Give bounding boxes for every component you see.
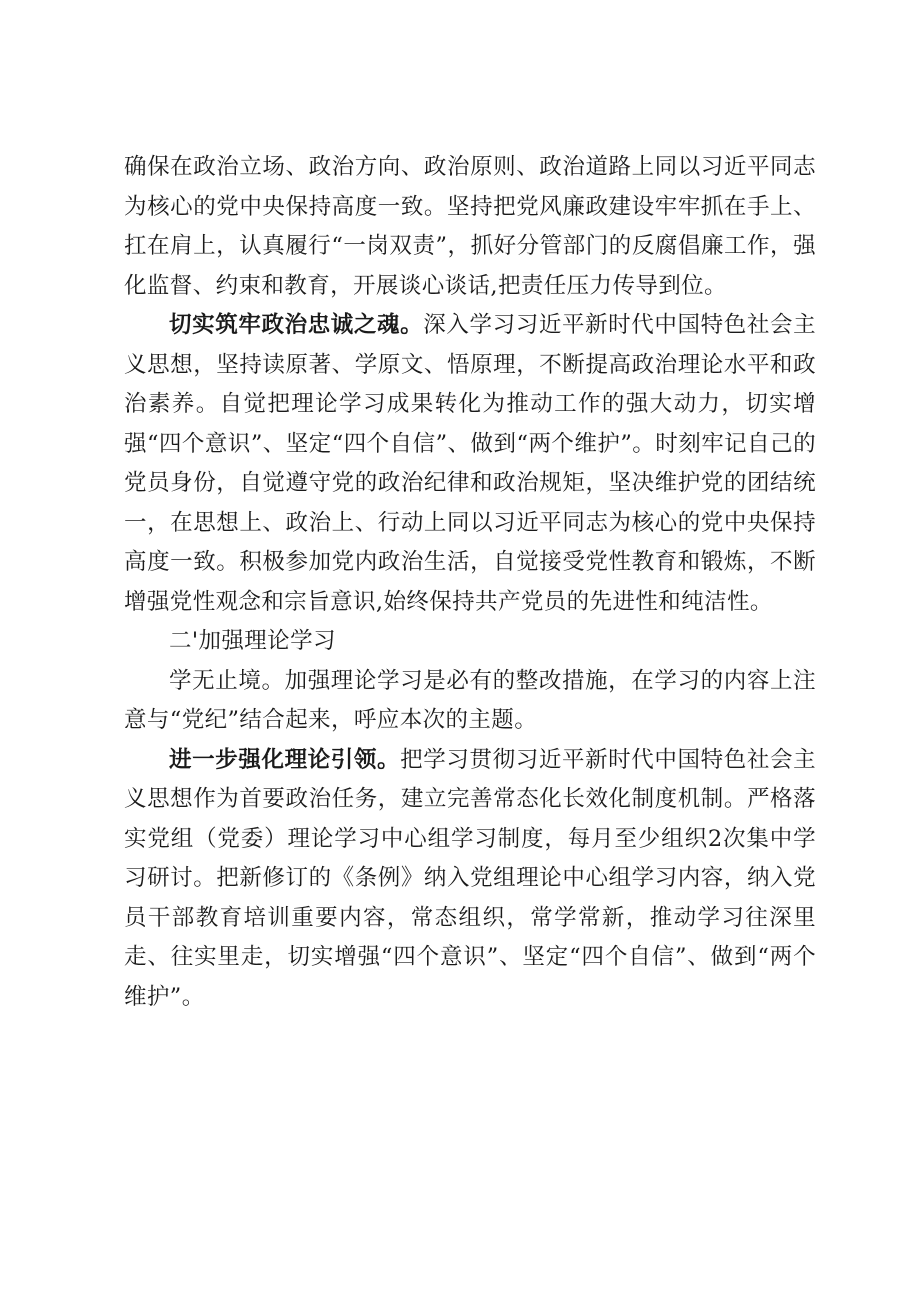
- paragraph-4-lead: 进一步强化理论引领。: [169, 746, 401, 773]
- document-body: [124, 148, 816, 1017]
- paragraph-3-text: 学无止境。加强理论学习是必有的整改措施，在学习的内容上注意与“党纪”结合起来，呼应本次的主题。: [124, 667, 816, 733]
- paragraph-2: [124, 306, 816, 622]
- paragraph-3: [124, 662, 816, 741]
- paragraph-4-text: 把学习贯彻习近平新时代中国特色社会主义思想作为首要政治任务，建立完善常态化长效化制度机制。严格落实党组（党委）理论学习中心组学习制度，每月至少组织2次集中学习研讨。把新修订的《条例》纳入党组理论中心组学习内容，纳入党员干部教育培训重要内容，常态组织，常学常新，推动学习往深里走、往实里走，切实增强“四个意识”、坚定“四个自信”、做到“两个维护”。: [124, 746, 816, 1010]
- paragraph-4: [124, 741, 816, 1018]
- paragraph-1: [124, 148, 816, 306]
- section-heading-2: 二'加强理论学习: [169, 628, 336, 654]
- paragraph-1-text: 确保在政治立场、政治方向、政治原则、政治道路上同以习近平同志为核心的党中央保持高度一致。坚持把党风廉政建设牢牢抓在手上、扛在肩上，认真履行“一岗双责”，抓好分管部门的反腐倡廉工作，强化监督、约束和教育，开展谈心谈话,把责任压力传导到位。: [124, 154, 816, 299]
- paragraph-2-text: 深入学习习近平新时代中国特色社会主义思想，坚持读原著、学原文、悟原理，不断提高政治理论水平和政治素养。自觉把理论学习成果转化为推动工作的强大动力，切实增强“四个意识”、坚定“四个自信”、做到“两个维护”。时刻牢记自己的党员身份，自觉遵守党的政治纪律和政治规矩，坚决维护党的团结统一，在思想上、政治上、行动上同以习近平同志为核心的党中央保持高度一致。积极参加党内政治生活，自觉接受党性教育和锻炼，不断增强党性观念和宗旨意识,始终保持共产党员的先进性和纯洁性。: [124, 312, 816, 615]
- paragraph-2-lead: 切实筑牢政治忠诚之魂。: [169, 312, 424, 338]
